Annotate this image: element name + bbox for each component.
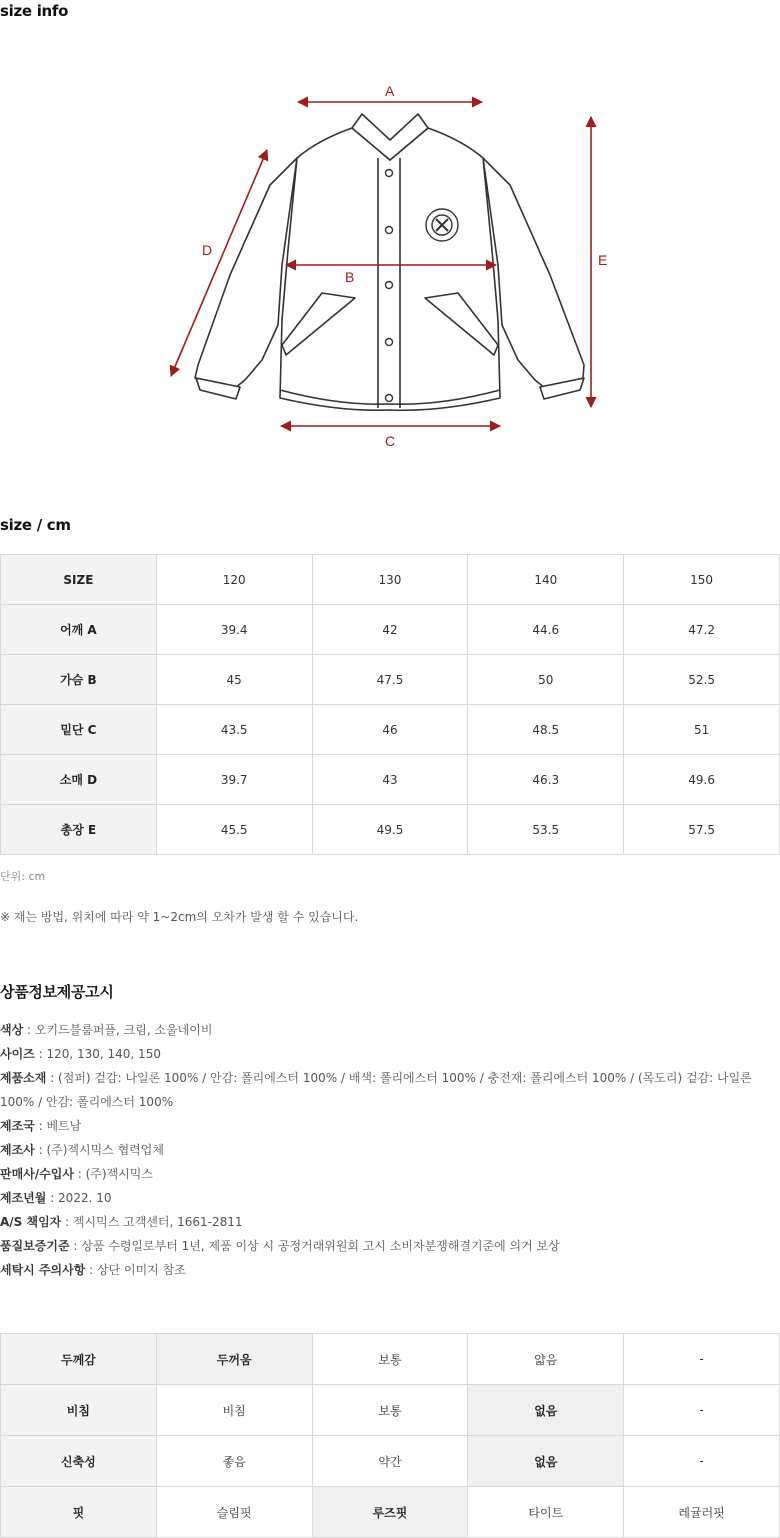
table-cell: 57.5 bbox=[624, 805, 780, 855]
info-label: 제품소재 bbox=[0, 1071, 47, 1085]
info-value: : 상단 이미지 참조 bbox=[85, 1263, 186, 1277]
info-label: 제조사 bbox=[0, 1143, 35, 1157]
info-value: : 젝시믹스 고객센터, 1661-2811 bbox=[61, 1215, 243, 1229]
header-cell: SIZE bbox=[1, 555, 157, 605]
product-notice-title: 상품정보제공고시 bbox=[0, 983, 114, 1001]
info-row-material bbox=[0, 1066, 780, 1114]
info-row-date bbox=[0, 1186, 780, 1210]
header-cell: 150 bbox=[624, 555, 780, 605]
header-cell: 120 bbox=[156, 555, 312, 605]
info-value: : 베트남 bbox=[34, 1119, 82, 1133]
feature-option: - bbox=[624, 1385, 780, 1436]
jacket-size-diagram bbox=[0, 60, 780, 480]
info-value: : 오키드블룸퍼플, 크림, 소울네이비 bbox=[23, 1023, 213, 1037]
label-b: B bbox=[345, 269, 355, 285]
table-cell: 39.4 bbox=[156, 605, 312, 655]
table-cell: 45 bbox=[156, 655, 312, 705]
info-label: 제조국 bbox=[0, 1119, 35, 1133]
table-row bbox=[1, 805, 780, 855]
info-label: 사이즈 bbox=[0, 1047, 35, 1061]
feature-label: 신축성 bbox=[1, 1436, 157, 1487]
table-cell: 46 bbox=[312, 705, 468, 755]
unit-note: 단위: cm bbox=[0, 870, 46, 883]
feature-option: 없음 bbox=[468, 1385, 624, 1436]
feature-label: 두께감 bbox=[1, 1334, 157, 1385]
info-value: : (점퍼) 겉감: 나일론 100% / 안감: 폴리에스터 100% / 배색: 폴리에스터 100% / 충전재: 폴리에스터 100% / (목도리) 겉감: 나일론 100% / 안감: 폴리에스터 100% bbox=[0, 1071, 752, 1109]
table-row bbox=[1, 655, 780, 705]
table-cell: 46.3 bbox=[468, 755, 624, 805]
feature-option: 두꺼움 bbox=[156, 1334, 312, 1385]
feature-option: 좋음 bbox=[156, 1436, 312, 1487]
badge-logo-icon bbox=[426, 209, 458, 241]
label-a: A bbox=[385, 83, 395, 99]
feature-label: 비침 bbox=[1, 1385, 157, 1436]
table-cell: 39.7 bbox=[156, 755, 312, 805]
feature-option: 비침 bbox=[156, 1385, 312, 1436]
label-d: D bbox=[202, 242, 213, 258]
table-cell: 47.5 bbox=[312, 655, 468, 705]
info-row-size bbox=[0, 1042, 780, 1066]
feature-table bbox=[0, 1333, 780, 1538]
measurement-error-note: ※ 재는 방법, 위치에 따라 약 1~2cm의 오차가 발생 할 수 있습니다. bbox=[0, 910, 359, 924]
info-row-manufacturer bbox=[0, 1138, 780, 1162]
info-row-as bbox=[0, 1210, 780, 1234]
info-value: : 2022. 10 bbox=[46, 1191, 112, 1205]
row-label: 밑단 C bbox=[1, 705, 157, 755]
info-value: : 120, 130, 140, 150 bbox=[34, 1047, 161, 1061]
feature-option: 약간 bbox=[312, 1436, 468, 1487]
feature-row bbox=[1, 1334, 780, 1385]
info-label: 제조년월 bbox=[0, 1191, 47, 1205]
label-e: E bbox=[598, 252, 608, 268]
feature-option: 슬림핏 bbox=[156, 1487, 312, 1538]
info-value: : (주)젝시믹스 bbox=[73, 1167, 153, 1181]
feature-option: - bbox=[624, 1334, 780, 1385]
table-cell: 52.5 bbox=[624, 655, 780, 705]
table-cell: 49.5 bbox=[312, 805, 468, 855]
info-value: : (주)젝시믹스 협력업체 bbox=[34, 1143, 164, 1157]
jacket-illustration bbox=[195, 114, 584, 410]
row-label: 총장 E bbox=[1, 805, 157, 855]
table-cell: 44.6 bbox=[468, 605, 624, 655]
info-label: A/S 책임자 bbox=[0, 1215, 62, 1229]
info-value: : 상품 수령일로부터 1년, 제품 이상 시 공정거래위원회 고시 소비자분쟁해결기준에 의거 보상 bbox=[69, 1239, 560, 1253]
feature-option: 루즈핏 bbox=[312, 1487, 468, 1538]
row-label: 가슴 B bbox=[1, 655, 157, 705]
info-label: 색상 bbox=[0, 1023, 24, 1037]
table-row bbox=[1, 705, 780, 755]
table-cell: 51 bbox=[624, 705, 780, 755]
table-cell: 43 bbox=[312, 755, 468, 805]
feature-option: 보통 bbox=[312, 1385, 468, 1436]
info-row-warranty bbox=[0, 1234, 780, 1258]
table-row bbox=[1, 605, 780, 655]
size-table bbox=[0, 554, 780, 855]
info-label: 세탁시 주의사항 bbox=[0, 1263, 86, 1277]
feature-row bbox=[1, 1385, 780, 1436]
table-cell: 47.2 bbox=[624, 605, 780, 655]
table-cell: 42 bbox=[312, 605, 468, 655]
table-row bbox=[1, 755, 780, 805]
feature-option: 타이트 bbox=[468, 1487, 624, 1538]
feature-option: 레귤러핏 bbox=[624, 1487, 780, 1538]
product-info-list bbox=[0, 1018, 780, 1282]
feature-option: 없음 bbox=[468, 1436, 624, 1487]
table-cell: 49.6 bbox=[624, 755, 780, 805]
header-cell: 140 bbox=[468, 555, 624, 605]
feature-option: - bbox=[624, 1436, 780, 1487]
feature-label: 핏 bbox=[1, 1487, 157, 1538]
size-table-title: size / cm bbox=[0, 516, 71, 534]
info-row-washing bbox=[0, 1258, 780, 1282]
feature-row bbox=[1, 1436, 780, 1487]
feature-option: 보통 bbox=[312, 1334, 468, 1385]
table-cell: 43.5 bbox=[156, 705, 312, 755]
table-cell: 48.5 bbox=[468, 705, 624, 755]
table-cell: 53.5 bbox=[468, 805, 624, 855]
table-cell: 50 bbox=[468, 655, 624, 705]
feature-row bbox=[1, 1487, 780, 1538]
row-label: 소매 D bbox=[1, 755, 157, 805]
row-label: 어깨 A bbox=[1, 605, 157, 655]
info-row-country bbox=[0, 1114, 780, 1138]
label-c: C bbox=[385, 433, 396, 449]
feature-option: 얇음 bbox=[468, 1334, 624, 1385]
info-label: 품질보증기준 bbox=[0, 1239, 70, 1253]
info-row-seller bbox=[0, 1162, 780, 1186]
header-cell: 130 bbox=[312, 555, 468, 605]
table-header-row bbox=[1, 555, 780, 605]
info-label: 판매사/수입사 bbox=[0, 1167, 74, 1181]
size-info-title: size info bbox=[0, 2, 69, 20]
table-cell: 45.5 bbox=[156, 805, 312, 855]
info-row-color bbox=[0, 1018, 780, 1042]
